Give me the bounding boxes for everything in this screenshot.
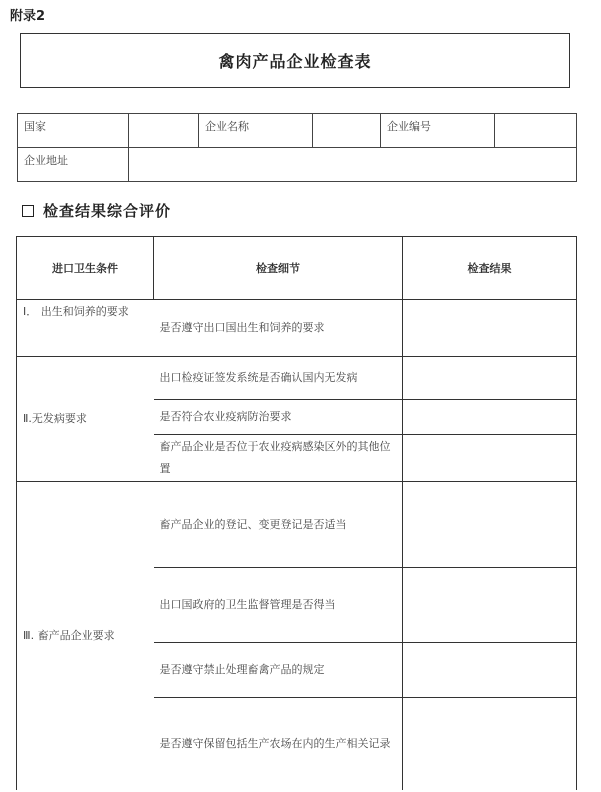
category-2: Ⅱ.无发病要求 bbox=[17, 357, 154, 482]
table-row bbox=[17, 300, 577, 357]
company-name-field[interactable] bbox=[313, 114, 381, 148]
category-1: Ⅰ． 出生和饲养的要求 bbox=[17, 300, 154, 357]
item-4: 畜产品企业是否位于农业疫病感染区外的其他位置 bbox=[154, 435, 403, 482]
title-box bbox=[20, 33, 570, 88]
item-1: 是否遵守出口国出生和饲养的要求 bbox=[154, 300, 403, 357]
company-number-field[interactable] bbox=[495, 114, 577, 148]
result-field[interactable] bbox=[403, 357, 577, 400]
result-field[interactable] bbox=[403, 300, 577, 357]
result-field[interactable] bbox=[403, 643, 577, 698]
appendix-label: 附录2 bbox=[10, 9, 46, 24]
info-table bbox=[17, 113, 577, 182]
item-7: 是否遵守禁止处理畜禽产品的规定 bbox=[154, 643, 403, 698]
result-field[interactable] bbox=[403, 482, 577, 568]
table-row bbox=[17, 482, 577, 568]
result-field[interactable] bbox=[403, 435, 577, 482]
company-number-label: 企业编号 bbox=[381, 114, 495, 148]
company-address-label: 企业地址 bbox=[18, 148, 129, 182]
header-condition: 进口卫生条件 bbox=[17, 237, 154, 300]
item-8: 是否遵守保留包括生产农场在内的生产相关记录 bbox=[154, 698, 403, 790]
item-3: 是否符合农业疫病防治要求 bbox=[154, 400, 403, 435]
result-field[interactable] bbox=[403, 400, 577, 435]
inspection-table bbox=[16, 236, 577, 790]
result-field[interactable] bbox=[403, 698, 577, 790]
info-row bbox=[18, 114, 577, 148]
result-field[interactable] bbox=[403, 568, 577, 643]
category-3: Ⅲ. 畜产品企业要求 bbox=[17, 482, 154, 790]
company-address-field[interactable] bbox=[129, 148, 577, 182]
section-heading-text: 检查结果综合评价 bbox=[43, 202, 172, 220]
country-label: 国家 bbox=[18, 114, 129, 148]
company-name-label: 企业名称 bbox=[199, 114, 313, 148]
header-result: 检查结果 bbox=[403, 237, 577, 300]
info-row bbox=[18, 148, 577, 182]
item-2: 出口检疫证签发系统是否确认国内无发病 bbox=[154, 357, 403, 400]
item-6: 出口国政府的卫生监督管理是否得当 bbox=[154, 568, 403, 643]
table-header-row bbox=[17, 237, 577, 300]
table-row bbox=[17, 357, 577, 400]
item-5: 畜产品企业的登记、变更登记是否适当 bbox=[154, 482, 403, 568]
header-detail: 检查细节 bbox=[154, 237, 403, 300]
checkbox-icon[interactable] bbox=[22, 205, 34, 217]
section-heading bbox=[22, 200, 171, 221]
country-field[interactable] bbox=[129, 114, 199, 148]
document-title: 禽肉产品企业检查表 bbox=[218, 52, 372, 71]
